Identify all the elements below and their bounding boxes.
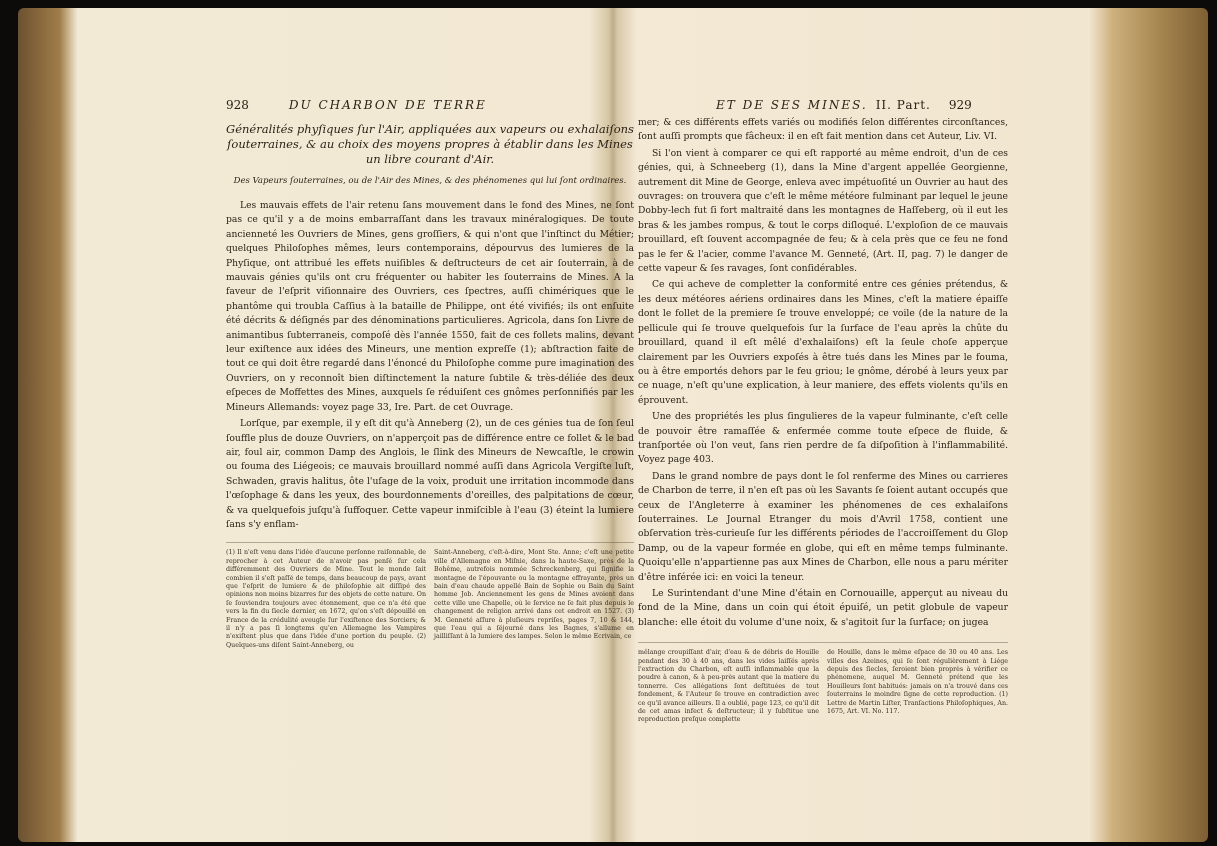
left-page-number: 928 bbox=[226, 98, 249, 112]
right-page-number: 929 bbox=[948, 98, 972, 112]
right-paragraph-6: Le Surintendant d'une Mine d'étain en Cornouaille, apperçut au niveau du fond de la Mine, dans un coin qui étoit épuiſé, un petit globule de vapeur blanche: elle étoit du volume d'une noix, & s'agitoit ſur la ſurface; on jugea bbox=[638, 588, 1008, 628]
left-paragraph-2: Lorſque, par exemple, il y eſt dit qu'à Anneberg (2), un de ces génies tua de ſon ſeul ſouffle plus de douze Ouvriers, on n'apperçoit pas de différence entre ce follet & le bad air, foul air, common Damp des Anglois, le ſlink des Mineurs de Newcaſtle, le crowin ou fouma des Liégeois; ce mauvais brouillard nommé auſſi dans Agricola Vergiſte luſt, Schwaden, gravis halitus, ôte l'uſage de la voix, produit une irritation incommode dans l'œſophage & dans les yeux, des bourdonnements d'oreilles, des palpitations de cœur, & va quelquefois juſqu'à ſuffoquer. Cette vapeur inmiſcible à l'eau (3) éteint la lumiere ſans s'y enflam- bbox=[226, 418, 634, 530]
left-footnotes bbox=[226, 542, 634, 650]
open-book bbox=[18, 8, 1208, 842]
section-subtitle: Des Vapeurs ſouterraines, ou de l'Air des Mines, & des phénomenes qui lui ſont ordinaires. bbox=[233, 176, 627, 186]
left-footnote-column-1: (1) Il n'eſt venu dans l'idée d'aucune perſonne raiſonnable, de reprocher à cet Auteur de n'avoir pas penſé ſur cela différemment des Ouvriers de Mine. Tout le monde ſait combien il s'eſt paſſé de temps, dans beaucoup de pays, avant que l'eſprit de lumiere & de philoſophie ait diſſipé des opinions non moins bizarres ſur des objets de cette nature. On ſe ſouviendra toujours avec étonnement, que ce n'a été que vers la fin du ſiecle dernier, en 1672, qu'on s'eſt dépouillé en France de la crédulité aveugle ſur l'exiſtence des Sorciers; & il n'y a pas ſi longtems qu'en Allemagne les Vampires n'exiſtent plus que dans l'idée d'une portion du peuple. (2) Quelques-uns diſent Saint-Anneberg, ou bbox=[226, 549, 426, 649]
right-running-title: ET DE SES MINES. bbox=[716, 98, 868, 112]
right-footnotes bbox=[638, 642, 1008, 725]
right-running-head bbox=[638, 98, 1008, 112]
right-paragraph-1: mer; & ces différents effets variés ou modifiés ſelon différentes circonſtances, ſont auſſi prompts que fâcheux: il en eſt fait mention dans cet Auteur, Liv. VI. bbox=[638, 117, 1008, 143]
left-footnote-column-2: Saint-Anneberg, c'eſt-à-dire, Mont Ste. Anne; c'eſt une petite ville d'Allemagne en Miſnie, dans la haute-Saxe, près de la Bohême, autrefois nommée Schreckenberg, qui ſignifie la montagne de l'épouvante ou la montagne effrayante, près un bain d'eau chaude appellé Bain de Sophie ou Bain du Saint homme Job. Anciennement les gens de Mines avoient dans cette ville une Chapelle, où le ſervice ne ſe fait plus depuis le changement de religion arrivé dans cet endroit en 1527. (3) M. Genneté aſſure à pluſieurs repriſes, pages 7, 10 & 144, que l'eau qui a ſéjourné dans les Bagnes, s'allume en jailliſſant à la lumiere des lampes. Selon le même Ecrivain, ce bbox=[434, 549, 634, 641]
right-footnote-column-1: mêlange croupiſſant d'air, d'eau & de débris de Houille pendant des 30 à 40 ans, dans les vides laiſſés après l'extraction du Charbon, eſt auſſi inflammable que la poudre à canon, & à peu-près autant que la matiere du tonnerre. Ces allégations ſont deſtituées de tout fondement, & l'Auteur ſe trouve en contradiction avec ce qu'il avance ailleurs. Il a oublié, page 123, ce qu'il dit de cet amas infect & deſtructeur; il y ſubſtitue une reproduction preſque complette bbox=[638, 649, 819, 724]
right-paragraph-5: Dans le grand nombre de pays dont le ſol renferme des Mines ou carrieres de Charbon de terre, il n'en eſt pas où les Savants ſe ſoient autant occupés que ceux de l'Angleterre à examiner les phénomenes de ces exhalaiſons ſouterraines. Le Journal Etranger du mois d'Avril 1758, contient une obſervation très-curieuſe ſur les différents périodes de l'accroiſſement du Glop Damp, ou de la vapeur formée en globe, qui eſt en même temps fulminante. Quoiqu'elle n'appartienne pas aux Mines de Charbon, elle nous a paru mériter d'être inférée ici: en voici la teneur. bbox=[638, 470, 1008, 583]
right-paragraph-4: Une des propriétés les plus ſingulieres de la vapeur fulminante, c'eſt celle de pouvoir être ramaſſée & enfermée comme toute eſpece de fluide, & tranſportée où l'on veut, ſans rien perdre de ſa diſpoſition à l'inflammabilité. Voyez page 403. bbox=[638, 411, 1008, 466]
right-footnote-column-2: de Houille, dans le même eſpace de 30 ou 40 ans. Les villes des Azeines, qui ſe ſont régulièrement à Liége depuis des ſiecles, ſeroient bien proprès à vérifier ce phénomene, auquel M. Genneté prétend que les Houilleurs ſont habitués: jamais on n'a trouvé dans ces ſouterrains le moindre ſigne de cette reproduction. (1) Lettre de Martin Liſter, Tranſactions Philoſophiques, An. 1675, Art. VI. No. 117. bbox=[827, 649, 1008, 716]
left-page bbox=[226, 98, 634, 650]
left-paragraph-1: Les mauvais effets de l'air retenu ſans mouvement dans le fond des Mines, ne ſont pas ce qu'il y a de moins embarraſſant dans les travaux minéralogiques. De toute ancienneté les Ouvriers de Mines, gens groſſiers, & qui n'ont que l'inſtinct du Métier; quelques Philoſophes mêmes, leurs contemporains, dépourvus des lumieres de la Phyſique, ont attribué les effets nuiſibles & deſtructeurs de cet air ſouterrain, à de mauvais génies qu'ils ont cru fréquenter ou habiter les ſouterrains de Mines. A la faveur de l'eſprit viſionnaire des Ouvriers, ces ſpectres, auſſi chimériques que le phantôme qui troubla Caſſius à la bataille de Philippe, ont été vivifiés; ils ont enſuite été décrits & déſignés par des dénominations particulieres. Agricola, dans ſon Livre de animantibus ſubterraneis, compoſé dès l'année 1550, fait de ces follets malins, devant leur exiſtence aux idées des Mineurs, une mention expreſſe (1); abſtraction faite de tout ce qui doit être regardé dans l'énoncé du Philoſophe comme pure imagination des Ouvriers, on y reconnoît bien diſtinctement la nature ſubtile & très-déliée des deux eſpeces de Moffettes des Mines, auxquels ſe réduiſent ces gnômes perſonnifiés par les Mineurs Allemands: voyez page 33, Ire. Part. de cet Ouvrage. bbox=[226, 200, 634, 413]
right-paragraph-3: Ce qui acheve de completter la conformité entre ces génies prétendus, & les deux météores aériens ordinaires dans les Mines, c'eſt la matiere épaiſſe dont le follet de la premiere ſe trouve enveloppé; ce voile (de la nature de la pellicule qui ſe trouve quelquefois ſur la ſurface de l'eau après la chûte du brouillard, quand il eſt mêlé d'exhalaiſons) eſt la ſeule choſe apperçue clairement par les Ouvriers expoſés à être tués dans les Mines par le fouma, ou à être emportés dehors par le feu griou; le gnôme, dérobé à leurs yeux par ce nuage, n'eſt qu'une explication, à leur maniere, des effets violents qu'ils en éprouvent. bbox=[638, 279, 1008, 406]
left-running-head bbox=[226, 98, 634, 112]
section-title: Généralités phyſiques ſur l'Air, appliquées aux vapeurs ou exhalaiſons ſouterraines, & au choix des moyens propres à établir dans les Mines un libre courant d'Air. bbox=[226, 122, 634, 166]
right-page bbox=[638, 98, 1008, 725]
left-running-title: DU CHARBON DE TERRE bbox=[288, 98, 487, 112]
right-part-label: II. Part. bbox=[875, 98, 931, 112]
right-paragraph-2: Si l'on vient à comparer ce qui eſt rapporté au même endroit, d'un de ces génies, qui, à Schneeberg (1), dans la Mine d'argent appellée Georgienne, autrement dit Mine de George, enleva avec impétuoſité un Ouvrier au haut des ouvrages: on trouvera que c'eſt le même météore fulminant par lequel le jeune Dobby-lech fut ſi fort maltraité dans les montagnes de Haſſeberg, où il eut les bras & les jambes rompus, & tout le corps diſloqué. L'exploſion de ce mauvais brouillard, eſt ſouvent accompagnée de feu; & à cela près que ce feu ne fond pas le fer & l'acier, comme l'avance M. Genneté, (Art. II, pag. 7) le danger de cette vapeur & ſes ravages, ſont conſidérables. bbox=[638, 147, 1008, 275]
